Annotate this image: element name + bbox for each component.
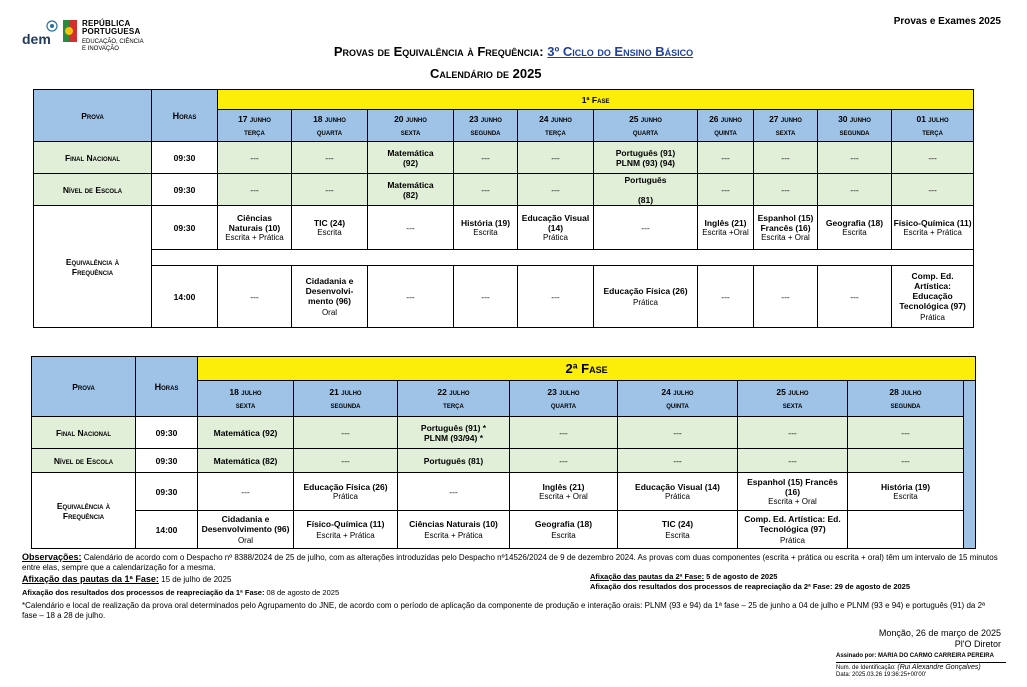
exam-type: Escrita +Oral [702, 227, 749, 237]
day-date: 21 julho [329, 387, 362, 397]
t1-eq-pm-cell-8 [818, 266, 892, 328]
exam-name: Geografia (18) [534, 518, 593, 529]
t2-nivel-escola-time: 09:30 [136, 449, 198, 473]
cell-line [595, 185, 696, 195]
day-weekday: quinta [666, 400, 689, 410]
day-date: 25 junho [629, 114, 662, 124]
t1-eq-pm-cell-5 [594, 266, 698, 328]
day-date: 24 julho [661, 387, 694, 397]
exam-type: Prática [543, 232, 568, 242]
t1-eq-pm-cell-9 [892, 266, 974, 328]
t1-eq-am-cell-0 [218, 206, 292, 250]
day-weekday: quarta [550, 400, 577, 410]
rp-line4: E INOVAÇÃO [82, 46, 119, 52]
t1-nivel-escola-cell-4 [518, 174, 594, 206]
t1-eq-gap-row [152, 250, 974, 266]
cell-line: Português (81) [423, 455, 484, 466]
t1-final-nacional-label: Final Nacional [34, 142, 152, 174]
cell-line: Português [624, 174, 667, 185]
digital-signature [836, 653, 1006, 679]
t2-nivel-escola-cell-0 [198, 449, 294, 473]
exam-name: Educação Física (26) [603, 285, 688, 296]
t1-eq-am-cell-5 [594, 206, 698, 250]
afixacao1-label: Afixação das pautas da 1ª Fase: [22, 574, 159, 584]
t2-eq-pm-cell-2 [398, 511, 510, 549]
exam-name: --- [481, 291, 490, 302]
day-date: 25 julho [776, 387, 809, 397]
t1-nivel-escola-cell-0 [218, 174, 292, 206]
reapreciacao2-value: 29 de agosto de 2025 [832, 582, 911, 591]
coat-of-arms-icon [63, 20, 77, 42]
t2-eq-pm-cell-6 [848, 511, 964, 549]
cell-line: --- [928, 152, 937, 163]
t1-day-header-8 [818, 110, 892, 142]
day-weekday: quarta [316, 127, 343, 137]
t1-day-header-2 [368, 110, 454, 142]
day-weekday: quarta [632, 127, 659, 137]
reapreciacao1-label: Afixação dos resultados dos processos de reapreciação da 1ª Fase: [22, 588, 265, 597]
cell-line: --- [325, 184, 334, 195]
t2-equivalencia-label [32, 473, 136, 549]
exam-name: Educação Visual (14) [521, 212, 590, 233]
t1-final-nacional-cell-0 [218, 142, 292, 174]
t2-eq-pm-cell-0 [198, 511, 294, 549]
day-weekday: terça [244, 127, 265, 137]
t1-eq-pm-cell-2 [368, 266, 454, 328]
t2-nivel-escola-label: Nível de Escola [32, 449, 136, 473]
cell-line: Português (91) * [420, 422, 487, 433]
exam-name: História (19) [880, 481, 931, 492]
t1-day-header-5 [594, 110, 698, 142]
day-date: 27 junho [769, 114, 802, 124]
director-role: Pl'O Diretor [954, 639, 1001, 649]
exam-name: Cidadania e Desenvolvimento (96) [201, 513, 290, 534]
footnote: *Calendário e local de realização da prova oral determinados pelo Agrupamento do JNE, de acordo com o período de aplicação da componente de produção e interação orais: PLNM (93 e 94) da 1ª fase – 25 de junho a 04 de julho e PLNM (93 e 94) e português (91) da 2ª fase – 18 a 28 de julho. [22, 601, 985, 620]
t1-day-header-6 [698, 110, 754, 142]
t2-eq-am-cell-4 [618, 473, 738, 511]
exam-type: Escrita + Oral [539, 491, 588, 501]
exam-type: Oral [321, 307, 338, 317]
cell-line: --- [673, 427, 682, 438]
exam-name: Físico-Química (11) [893, 217, 972, 228]
exam-type: Escrita [893, 491, 918, 501]
exam-type: Escrita + Prática [903, 227, 962, 237]
cell-line: Matemática [387, 179, 434, 190]
t1-nivel-escola-cell-6 [698, 174, 754, 206]
exam-type: Escrita + Oral [761, 232, 810, 242]
phase1-fase-header: 1ª Fase [218, 90, 974, 110]
page-subtitle: Calendário de 2025 [430, 66, 542, 81]
exam-name: Educação Física (26) [303, 481, 388, 492]
reapreciacao2-label: Afixação dos resultados dos processos de reapreciação da 2ª Fase: [590, 582, 833, 591]
exam-name: --- [449, 486, 458, 497]
signed-by-name: MARIA DO CARMO CARREIRA PEREIRA [878, 653, 994, 659]
t1-nivel-escola-cell-1 [292, 174, 368, 206]
t1-day-header-4 [518, 110, 594, 142]
day-weekday: quinta [714, 127, 737, 137]
day-date: 28 julho [889, 387, 922, 397]
t1-eq-pm-cell-7 [754, 266, 818, 328]
t1-final-nacional-time: 09:30 [152, 142, 218, 174]
t2-nivel-escola-cell-2 [398, 449, 510, 473]
t1-eq-am-cell-1 [292, 206, 368, 250]
exam-type: Escrita [551, 530, 576, 540]
t2-final-nacional-time: 09:30 [136, 417, 198, 449]
cell-line: --- [901, 455, 910, 466]
cell-line: Matemática (82) [213, 455, 278, 466]
t2-eq-am-cell-1 [294, 473, 398, 511]
t1-nivel-escola-cell-2 [368, 174, 454, 206]
day-weekday: terça [443, 400, 464, 410]
day-weekday: sexta [782, 400, 803, 410]
cell-line: --- [325, 152, 334, 163]
t1-eq-am-cell-9 [892, 206, 974, 250]
t2-day-header-6 [848, 381, 964, 417]
t2-eq-pm-cell-1 [294, 511, 398, 549]
afixacao2-value: 5 de agosto de 2025 [704, 572, 778, 581]
cell-line: --- [341, 427, 350, 438]
day-date: 20 junho [394, 114, 427, 124]
place-date: Monção, 26 de março de 2025 [878, 628, 1001, 638]
exam-name: Inglês (21) [704, 217, 747, 228]
cell-line: --- [928, 184, 937, 195]
title-part-a: Provas de Equivalência à Frequência: [333, 44, 548, 59]
t2-final-nacional-cell-2 [398, 417, 510, 449]
t1-final-nacional-cell-4 [518, 142, 594, 174]
cell-line: --- [250, 152, 259, 163]
exam-type: Escrita [665, 530, 690, 540]
t2-eq-am-cell-6 [848, 473, 964, 511]
t2-eq-time-pm: 14:00 [136, 511, 198, 549]
svg-text:dem: dem [22, 31, 51, 47]
t1-final-nacional-cell-2 [368, 142, 454, 174]
t2-day-header-2 [398, 381, 510, 417]
t1-day-header-3 [454, 110, 518, 142]
cell-line: PLNM (93/94) * [423, 432, 484, 443]
t2-eq-pm-cell-3 [510, 511, 618, 549]
rp-line3: EDUCAÇÃO, CIÊNCIA [82, 39, 144, 45]
cell-line: --- [341, 455, 350, 466]
eq-label-1: Equivalência à [56, 500, 111, 511]
cell-line: (82) [402, 189, 419, 200]
t1-eq-pm-cell-6 [698, 266, 754, 328]
t2-nivel-escola-cell-4 [618, 449, 738, 473]
cell-line: Matemática [387, 147, 434, 158]
day-weekday: sexta [775, 127, 796, 137]
afixacao2-label: Afixação das pautas da 2ª Fase: [590, 572, 705, 581]
t1-eq-pm-cell-4 [518, 266, 594, 328]
exam-type: Escrita + Prática [316, 530, 375, 540]
t1-nivel-escola-label: Nível de Escola [34, 174, 152, 206]
day-date: 17 junho [238, 114, 271, 124]
t1-eq-am-cell-8 [818, 206, 892, 250]
exam-name: --- [721, 291, 730, 302]
rp-line1: REPÚBLICA [82, 19, 131, 28]
exam-name: Comp. Ed. Artística: Educação Tecnológica (97) [899, 270, 966, 311]
day-date: 01 julho [916, 114, 949, 124]
t2-extra-col [964, 381, 976, 549]
exam-name: --- [241, 486, 250, 497]
rp-line2: PORTUGUESA [82, 27, 141, 36]
t1-day-header-1 [292, 110, 368, 142]
notes-section [22, 552, 1002, 621]
cell-line: --- [721, 152, 730, 163]
t2-final-nacional-cell-4 [618, 417, 738, 449]
t2-final-nacional-cell-1 [294, 417, 398, 449]
t2-day-header-1 [294, 381, 398, 417]
cell-line: --- [481, 152, 490, 163]
exam-name: História (19) [460, 217, 511, 228]
t1-nivel-escola-cell-3 [454, 174, 518, 206]
cell-line: --- [481, 184, 490, 195]
phase1-horas-header: Horas [152, 90, 218, 142]
t1-eq-time-pm: 14:00 [152, 266, 218, 328]
signer-name: (Rui Alexandre Gonçalves) [897, 664, 981, 671]
afixacao1-value: 15 de julho de 2025 [158, 575, 232, 584]
t1-equivalencia-label [34, 206, 152, 328]
signature-place [879, 628, 1001, 650]
t2-eq-am-cell-5 [738, 473, 848, 511]
exam-name: Geografia (18) [825, 217, 884, 228]
exam-name: --- [641, 222, 650, 233]
cell-line: Português (91) [615, 147, 676, 158]
t1-eq-pm-cell-3 [454, 266, 518, 328]
t1-nivel-escola-cell-9 [892, 174, 974, 206]
t2-eq-time-am: 09:30 [136, 473, 198, 511]
exam-name: Ciências Naturais (10) [409, 518, 498, 529]
cell-line: (92) [402, 157, 419, 168]
t2-nivel-escola-cell-6 [848, 449, 964, 473]
exam-type: Escrita [317, 227, 342, 237]
exam-type: Prática [665, 491, 690, 501]
t2-nivel-escola-cell-3 [510, 449, 618, 473]
reapreciacao1-value: 08 de agosto de 2025 [264, 588, 340, 597]
t1-day-header-9 [892, 110, 974, 142]
exam-type: Escrita + Oral [768, 496, 817, 506]
cell-line: PLNM (93) (94) [615, 157, 676, 168]
day-date: 30 junho [838, 114, 871, 124]
t1-eq-pm-cell-1 [292, 266, 368, 328]
phase2-horas-header: Horas [136, 357, 198, 417]
t1-final-nacional-cell-3 [454, 142, 518, 174]
exam-name: --- [850, 291, 859, 302]
cell-line: --- [850, 184, 859, 195]
phase2-fase-header: 2ª Fase [198, 357, 976, 381]
cell-line: --- [788, 455, 797, 466]
exam-type: Prática [920, 312, 946, 322]
phase2-table [31, 356, 976, 549]
observations [22, 552, 1002, 573]
t1-final-nacional-cell-9 [892, 142, 974, 174]
page-title [0, 44, 1027, 59]
cell-line: Matemática (92) [213, 427, 278, 438]
exam-type: Escrita [842, 227, 867, 237]
observations-label: Observações: [22, 552, 82, 562]
t2-final-nacional-cell-0 [198, 417, 294, 449]
cell-line: --- [551, 184, 560, 195]
observations-text: Calendário de acordo com o Despacho nº 8388/2024 de 25 de julho, com as alterações introduzidas pelo Despacho nº14526/2024 de 9 de dezembro 2024. As provas com duas componentes (escrita + prática ou escrita + oral) têm um intervalo de 15 minutos entre elas, sempre que a calendarização for a mesma. [22, 553, 998, 572]
cell-line: --- [850, 152, 859, 163]
day-weekday: sexta [235, 400, 256, 410]
cell-line: (81) [637, 194, 654, 205]
title-part-b: 3º Ciclo do Ensino Básico [547, 44, 694, 59]
t1-final-nacional-cell-6 [698, 142, 754, 174]
cell-line: --- [551, 152, 560, 163]
t1-eq-am-cell-2 [368, 206, 454, 250]
exam-type: Prática [333, 491, 358, 501]
day-date: 18 julho [229, 387, 262, 397]
t1-eq-time-am: 09:30 [152, 206, 218, 250]
t2-eq-am-cell-3 [510, 473, 618, 511]
cell-line: --- [781, 152, 790, 163]
cell-line: --- [673, 455, 682, 466]
signature-date: Data: 2025.03.26 19:36:25+00'00' [836, 672, 927, 678]
eq-label-1: Equivalência à [65, 256, 120, 267]
exam-type: Escrita + Prática [424, 530, 483, 540]
exam-name: TIC (24) [313, 217, 346, 228]
exam-name: Inglês (21) [542, 481, 585, 492]
day-weekday: terça [922, 127, 943, 137]
exam-type: Prática [633, 297, 658, 307]
exam-type: Oral [237, 535, 254, 545]
t2-day-header-4 [618, 381, 738, 417]
exam-type: Escrita + Prática [225, 232, 284, 242]
top-right-label: Provas e Exames 2025 [893, 16, 1001, 27]
t2-eq-pm-cell-4 [618, 511, 738, 549]
day-date: 23 junho [469, 114, 502, 124]
exam-type: Prática [780, 535, 805, 545]
eq-label-2: Frequência [62, 510, 105, 521]
day-weekday: sexta [400, 127, 421, 137]
day-weekday: segunda [330, 400, 361, 410]
exam-name: TIC (24) [661, 518, 694, 529]
day-date: 22 julho [437, 387, 470, 397]
day-weekday: segunda [470, 127, 501, 137]
t1-nivel-escola-cell-7 [754, 174, 818, 206]
signed-by-label: Assinado por: [836, 653, 877, 659]
exam-name: --- [406, 222, 415, 233]
t2-final-nacional-cell-5 [738, 417, 848, 449]
cell-line: --- [250, 184, 259, 195]
t1-final-nacional-cell-7 [754, 142, 818, 174]
exam-name: --- [781, 291, 790, 302]
t1-eq-am-cell-3 [454, 206, 518, 250]
exam-name: --- [551, 291, 560, 302]
t2-day-header-0 [198, 381, 294, 417]
exam-name: --- [406, 291, 415, 302]
exam-name: --- [250, 291, 259, 302]
cell-line: --- [559, 427, 568, 438]
day-weekday: segunda [839, 127, 870, 137]
phase1-table [33, 89, 974, 328]
exam-type: Escrita [473, 227, 498, 237]
t2-day-header-3 [510, 381, 618, 417]
t1-nivel-escola-cell-5 [594, 174, 698, 206]
afixacao-row [22, 572, 1002, 591]
eq-label-2: Frequência [71, 266, 114, 277]
day-date: 26 junho [709, 114, 742, 124]
t2-nivel-escola-cell-1 [294, 449, 398, 473]
t1-eq-am-cell-6 [698, 206, 754, 250]
t2-eq-pm-cell-5 [738, 511, 848, 549]
cell-line: --- [901, 427, 910, 438]
t2-day-header-5 [738, 381, 848, 417]
cell-line: --- [788, 427, 797, 438]
exam-name: Ciências Naturais (10) [228, 212, 281, 233]
cell-line: --- [781, 184, 790, 195]
t2-final-nacional-label: Final Nacional [32, 417, 136, 449]
t1-eq-am-cell-4 [518, 206, 594, 250]
t1-nivel-escola-cell-8 [818, 174, 892, 206]
cell-line: --- [559, 455, 568, 466]
t2-eq-am-cell-2 [398, 473, 510, 511]
exam-name: Educação Visual (14) [635, 481, 720, 492]
exam-name: Espanhol (15) Francês (16) [747, 476, 838, 497]
t2-final-nacional-cell-3 [510, 417, 618, 449]
t1-nivel-escola-time: 09:30 [152, 174, 218, 206]
t1-final-nacional-cell-5 [594, 142, 698, 174]
exam-name: Físico-Química (11) [306, 518, 385, 529]
t1-day-header-7 [754, 110, 818, 142]
day-date: 23 julho [547, 387, 580, 397]
day-date: 24 junho [539, 114, 572, 124]
phase2-prova-header: Prova [32, 357, 136, 417]
id-label: Num. de Identificação: [836, 665, 896, 671]
t1-eq-pm-cell-0 [218, 266, 292, 328]
t1-eq-am-cell-7 [754, 206, 818, 250]
t2-final-nacional-cell-6 [848, 417, 964, 449]
cell-line: --- [721, 184, 730, 195]
t2-eq-am-cell-0 [198, 473, 294, 511]
exam-name: Espanhol (15) Francês (16) [757, 212, 814, 233]
exam-name: Cidadania e Desenvolvi-mento (96) [305, 275, 354, 306]
t1-final-nacional-cell-1 [292, 142, 368, 174]
day-weekday: terça [545, 127, 566, 137]
phase1-prova-header: Prova [34, 90, 152, 142]
t1-day-header-0 [218, 110, 292, 142]
day-date: 18 junho [313, 114, 346, 124]
day-weekday: segunda [890, 400, 921, 410]
t1-final-nacional-cell-8 [818, 142, 892, 174]
exam-name: Comp. Ed. Artística: Ed. Tecnológica (97) [744, 513, 841, 534]
t2-nivel-escola-cell-5 [738, 449, 848, 473]
